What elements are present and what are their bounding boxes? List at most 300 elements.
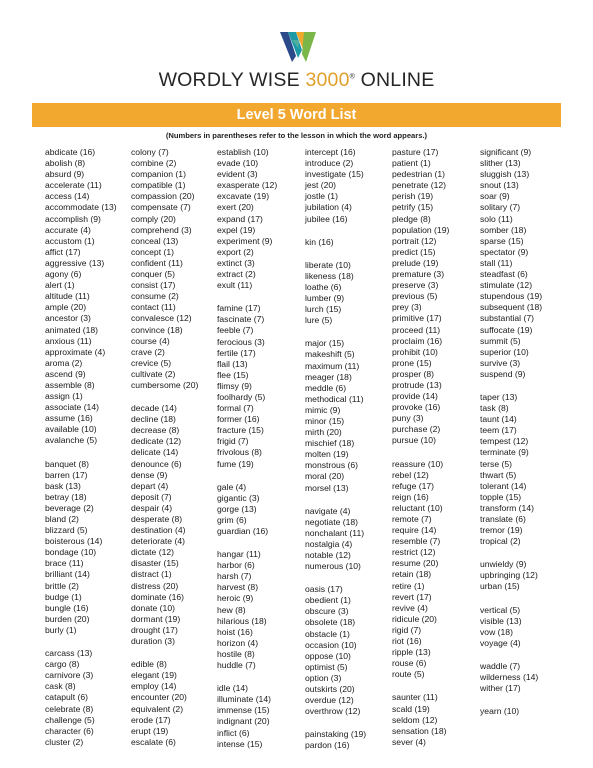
word-entry: mischief (18) bbox=[305, 438, 355, 449]
word-entry: ancestor (3) bbox=[45, 313, 91, 324]
word-entry: harbor (6) bbox=[217, 560, 255, 571]
word-entry: comply (20) bbox=[131, 213, 176, 224]
word-entry: monstrous (6) bbox=[305, 460, 359, 471]
word-entry: voyage (4) bbox=[480, 637, 521, 648]
word-entry: significant (9) bbox=[480, 147, 532, 157]
word-entry: duration (3) bbox=[131, 636, 175, 647]
word-entry: likeness (18) bbox=[305, 270, 354, 281]
word-entry: cultivate (2) bbox=[131, 368, 176, 379]
word-entry: consist (17) bbox=[131, 280, 176, 291]
word-entry: soar (9) bbox=[480, 191, 510, 202]
word-entry: ample (20) bbox=[45, 302, 87, 313]
word-entry: preserve (3) bbox=[392, 280, 439, 291]
word-entry: approximate (4) bbox=[45, 346, 106, 357]
word-entry: distress (20) bbox=[131, 580, 179, 591]
word-entry: penetrate (12) bbox=[392, 180, 446, 191]
word-entry: banquet (8) bbox=[45, 458, 89, 469]
word-entry: cargo (8) bbox=[45, 659, 80, 670]
word-entry: absurd (9) bbox=[45, 169, 85, 180]
word-entry: tempest (12) bbox=[480, 436, 529, 447]
word-entry: delicate (14) bbox=[131, 447, 179, 458]
word-entry: refuge (17) bbox=[392, 480, 435, 491]
word-entry: guardian (16) bbox=[217, 526, 269, 536]
word-entry: convalesce (12) bbox=[131, 313, 192, 324]
word-entry: famine (17) bbox=[217, 303, 261, 314]
word-entry: accommodate (13) bbox=[45, 202, 117, 213]
word-entry: decline (18) bbox=[131, 414, 176, 425]
word-entry: revert (17) bbox=[392, 591, 432, 602]
word-entry: employ (14) bbox=[131, 681, 177, 692]
word-entry: kin (16) bbox=[305, 236, 334, 247]
word-entry: altitude (11) bbox=[45, 291, 90, 302]
lesson-note: (Numbers in parentheses refer to the lesson in which the word appears.) bbox=[165, 131, 428, 140]
word-entry: intense (15) bbox=[217, 738, 263, 749]
word-entry: deteriorate (4) bbox=[131, 536, 185, 547]
word-entry: summit (5) bbox=[480, 335, 521, 346]
word-entry: prey (3) bbox=[392, 302, 422, 313]
word-entry: somber (18) bbox=[480, 224, 527, 235]
word-group bbox=[305, 338, 400, 493]
word-entry: accustom (1) bbox=[45, 235, 95, 246]
word-entry: carnivore (3) bbox=[45, 670, 94, 681]
word-entry: gale (4) bbox=[217, 481, 247, 492]
level-banner bbox=[32, 103, 561, 127]
word-entry: reluctant (10) bbox=[392, 502, 443, 513]
word-entry: avalanche (5) bbox=[45, 435, 98, 446]
word-entry: occasion (10) bbox=[305, 639, 357, 650]
word-entry: scald (19) bbox=[392, 703, 430, 714]
word-entry: nonchalant (11) bbox=[305, 527, 365, 538]
word-entry: harvest (8) bbox=[217, 582, 259, 593]
word-entry: obedient (1) bbox=[305, 595, 351, 606]
word-entry: inflict (6) bbox=[217, 727, 250, 738]
word-entry: convince (18) bbox=[131, 324, 183, 335]
word-entry: excavate (19) bbox=[217, 191, 270, 202]
word-entry: outskirts (20) bbox=[305, 684, 355, 695]
word-entry: tolerant (14) bbox=[480, 480, 527, 491]
word-entry: export (2) bbox=[217, 246, 254, 257]
word-entry: desperate (8) bbox=[131, 514, 183, 524]
word-entry: terminate (9) bbox=[480, 447, 529, 458]
word-entry: exert (20) bbox=[217, 202, 254, 213]
word-entry: mimic (9) bbox=[305, 404, 341, 415]
word-entry: puny (3) bbox=[392, 413, 424, 424]
word-group bbox=[480, 147, 575, 380]
word-entry: navigate (4) bbox=[305, 505, 351, 516]
word-entry: jubilee (16) bbox=[305, 213, 348, 224]
word-entry: population (19) bbox=[392, 224, 450, 235]
word-entry: remote (7) bbox=[392, 514, 432, 524]
word-entry: gigantic (3) bbox=[217, 492, 260, 503]
brand-wordmark bbox=[0, 69, 593, 92]
word-entry: access (14) bbox=[45, 191, 90, 202]
word-entry: huddle (7) bbox=[217, 660, 256, 671]
word-entry: aggressive (13) bbox=[45, 257, 105, 268]
word-entry: extinct (3) bbox=[217, 257, 255, 268]
word-entry: affict (17) bbox=[45, 246, 81, 257]
word-entry: beverage (2) bbox=[45, 502, 94, 513]
word-entry: option (3) bbox=[305, 672, 342, 683]
word-entry: rigid (7) bbox=[392, 624, 422, 635]
word-group bbox=[480, 706, 575, 717]
word-entry: translate (6) bbox=[480, 514, 526, 524]
word-entry: major (15) bbox=[305, 338, 345, 349]
word-entry: previous (5) bbox=[392, 291, 438, 302]
word-entry: require (14) bbox=[392, 525, 437, 536]
word-entry: illuminate (14) bbox=[217, 694, 271, 705]
word-entry: methodical (11) bbox=[305, 393, 364, 404]
word-entry: indignant (20) bbox=[217, 716, 270, 727]
word-entry: establish (10) bbox=[217, 147, 269, 157]
word-entry: bland (2) bbox=[45, 514, 79, 524]
word-group bbox=[480, 661, 575, 694]
word-entry: burden (20) bbox=[45, 613, 90, 624]
word-entry: distract (1) bbox=[131, 569, 172, 580]
word-entry: fascinate (7) bbox=[217, 314, 265, 325]
word-entry: flee (15) bbox=[217, 369, 249, 380]
word-entry: celebrate (8) bbox=[45, 703, 94, 714]
word-entry: erode (17) bbox=[131, 714, 171, 725]
word-group bbox=[217, 549, 312, 671]
word-entry: edible (8) bbox=[131, 659, 167, 670]
word-entry: assemble (8) bbox=[45, 379, 95, 390]
word-entry: exult (11) bbox=[217, 280, 253, 291]
word-entry: fracture (15) bbox=[217, 425, 264, 436]
word-entry: fume (19) bbox=[217, 458, 254, 469]
word-group bbox=[480, 605, 575, 649]
banner-title: Level 5 Word List bbox=[236, 107, 357, 123]
word-entry: pasture (17) bbox=[392, 147, 439, 157]
word-entry: overthrow (12) bbox=[305, 706, 361, 717]
brand-registered: ® bbox=[349, 73, 355, 81]
word-column-6 bbox=[480, 147, 575, 729]
word-entry: alert (1) bbox=[45, 280, 75, 291]
word-entry: ripple (13) bbox=[392, 647, 431, 658]
word-entry: boisterous (14) bbox=[45, 536, 103, 547]
word-entry: optimist (5) bbox=[305, 661, 348, 672]
word-entry: meddle (6) bbox=[305, 382, 347, 393]
word-entry: lurch (15) bbox=[305, 304, 342, 315]
word-entry: experiment (9) bbox=[217, 235, 273, 246]
brand-main: WORDLY WISE bbox=[158, 69, 306, 91]
word-entry: prelude (19) bbox=[392, 257, 439, 268]
word-entry: pursue (10) bbox=[392, 435, 436, 446]
word-entry: budge (1) bbox=[45, 591, 82, 602]
word-group bbox=[480, 392, 575, 547]
word-entry: retire (1) bbox=[392, 580, 425, 591]
word-entry: negotiate (18) bbox=[305, 516, 359, 527]
word-entry: makeshift (5) bbox=[305, 349, 355, 360]
word-group bbox=[392, 147, 487, 447]
word-entry: painstaking (19) bbox=[305, 729, 367, 740]
word-entry: concept (1) bbox=[131, 246, 174, 257]
word-entry: brace (11) bbox=[45, 558, 84, 569]
word-column-2 bbox=[131, 147, 226, 760]
word-entry: restrict (12) bbox=[392, 547, 436, 558]
word-entry: accurate (4) bbox=[45, 224, 91, 235]
word-entry: morsel (13) bbox=[305, 482, 349, 493]
word-entry: oppose (10) bbox=[305, 650, 351, 661]
word-entry: portrait (12) bbox=[392, 235, 437, 246]
word-entry: pardon (16) bbox=[305, 740, 350, 751]
word-group bbox=[305, 506, 400, 573]
word-entry: primitive (17) bbox=[392, 313, 442, 324]
word-entry: spectator (9) bbox=[480, 246, 529, 257]
word-entry: reign (16) bbox=[392, 491, 429, 502]
word-entry: fertile (17) bbox=[217, 347, 256, 358]
word-entry: visible (13) bbox=[480, 615, 522, 626]
word-group bbox=[217, 482, 312, 537]
word-entry: liberate (10) bbox=[305, 259, 351, 270]
word-entry: taper (13) bbox=[480, 391, 518, 402]
word-entry: consume (2) bbox=[131, 291, 179, 302]
word-entry: elegant (19) bbox=[131, 670, 177, 681]
word-group bbox=[131, 403, 226, 647]
word-entry: survive (3) bbox=[480, 357, 521, 368]
word-entry: maximum (11) bbox=[305, 360, 360, 371]
word-entry: jest (20) bbox=[305, 180, 337, 191]
word-entry: pledge (8) bbox=[392, 213, 431, 224]
word-entry: molten (19) bbox=[305, 449, 349, 460]
word-entry: perish (19) bbox=[392, 191, 434, 202]
word-entry: encounter (20) bbox=[131, 692, 187, 703]
word-entry: assume (16) bbox=[45, 413, 93, 424]
word-entry: revive (4) bbox=[392, 602, 428, 613]
word-entry: tropical (2) bbox=[480, 536, 521, 547]
word-entry: horizon (4) bbox=[217, 637, 259, 648]
word-entry: reassure (10) bbox=[392, 458, 444, 469]
word-entry: associate (14) bbox=[45, 402, 99, 413]
word-entry: waddle (7) bbox=[480, 660, 521, 671]
word-entry: mirth (20) bbox=[305, 427, 342, 438]
word-group bbox=[131, 659, 226, 748]
word-entry: disaster (15) bbox=[131, 558, 179, 569]
word-entry: harsh (7) bbox=[217, 571, 252, 582]
word-entry: stupendous (19) bbox=[480, 291, 543, 302]
word-entry: compatible (1) bbox=[131, 180, 186, 191]
word-entry: provide (14) bbox=[392, 391, 438, 402]
word-entry: resume (20) bbox=[392, 558, 439, 569]
word-entry: drought (17) bbox=[131, 624, 178, 635]
word-entry: cask (8) bbox=[45, 681, 76, 692]
word-entry: equivalent (2) bbox=[131, 703, 184, 714]
word-entry: bungle (16) bbox=[45, 602, 89, 613]
word-entry: evade (10) bbox=[217, 158, 259, 169]
word-entry: decade (14) bbox=[131, 403, 177, 414]
word-entry: flail (13) bbox=[217, 358, 248, 369]
word-entry: lure (5) bbox=[305, 315, 333, 326]
word-entry: loathe (6) bbox=[305, 281, 342, 292]
word-entry: sparse (15) bbox=[480, 235, 524, 246]
word-entry: tremor (19) bbox=[480, 525, 523, 536]
word-group bbox=[392, 692, 487, 747]
word-entry: dense (9) bbox=[131, 469, 168, 480]
word-entry: transform (14) bbox=[480, 502, 534, 513]
word-entry: minor (15) bbox=[305, 415, 345, 426]
word-column-5 bbox=[392, 147, 487, 760]
word-entry: obstacle (1) bbox=[305, 628, 350, 639]
word-entry: stall (11) bbox=[480, 257, 513, 268]
word-entry: teem (17) bbox=[480, 425, 517, 436]
word-entry: saunter (11) bbox=[392, 692, 438, 703]
word-entry: accomplish (9) bbox=[45, 213, 101, 224]
word-entry: heroic (9) bbox=[217, 593, 254, 604]
word-entry: brilliant (14) bbox=[45, 569, 90, 580]
word-column-3 bbox=[217, 147, 312, 762]
word-entry: assign (1) bbox=[45, 391, 83, 402]
word-entry: thwart (5) bbox=[480, 469, 517, 480]
word-group bbox=[45, 147, 140, 447]
word-entry: solo (11) bbox=[480, 213, 513, 224]
word-entry: bask (13) bbox=[45, 480, 81, 491]
word-entry: exasperate (12) bbox=[217, 180, 278, 191]
word-entry: extract (2) bbox=[217, 269, 256, 280]
word-entry: erupt (19) bbox=[131, 725, 169, 736]
word-entry: course (4) bbox=[131, 335, 170, 346]
word-group bbox=[217, 303, 312, 469]
word-entry: hilarious (18) bbox=[217, 615, 267, 626]
word-entry: available (10) bbox=[45, 424, 97, 435]
word-entry: retain (18) bbox=[392, 569, 432, 580]
word-column-4 bbox=[305, 147, 400, 764]
word-entry: sensation (18) bbox=[392, 725, 447, 736]
word-entry: upbringing (12) bbox=[480, 570, 538, 581]
word-entry: provoke (16) bbox=[392, 402, 441, 413]
word-entry: denounce (6) bbox=[131, 458, 182, 469]
word-entry: proclaim (16) bbox=[392, 335, 443, 346]
word-entry: compensate (7) bbox=[131, 202, 191, 213]
word-group bbox=[305, 237, 400, 248]
word-entry: catapult (6) bbox=[45, 692, 88, 703]
word-entry: cumbersome (20) bbox=[131, 379, 199, 390]
word-entry: prone (15) bbox=[392, 357, 432, 368]
word-entry: proceed (11) bbox=[392, 324, 441, 335]
word-entry: investigate (15) bbox=[305, 169, 364, 180]
word-entry: rebel (12) bbox=[392, 469, 429, 480]
word-entry: barren (17) bbox=[45, 469, 88, 480]
word-entry: conquer (5) bbox=[131, 269, 175, 280]
word-entry: grim (6) bbox=[217, 514, 247, 525]
word-entry: destination (4) bbox=[131, 525, 186, 536]
word-entry: wither (17) bbox=[480, 683, 521, 694]
word-entry: dormant (19) bbox=[131, 613, 181, 624]
word-entry: meager (18) bbox=[305, 371, 352, 382]
word-entry: animated (18) bbox=[45, 324, 99, 335]
word-entry: despair (4) bbox=[131, 502, 173, 513]
word-entry: crevice (5) bbox=[131, 357, 172, 368]
word-entry: moral (20) bbox=[305, 471, 345, 482]
word-entry: depart (4) bbox=[131, 480, 169, 491]
word-group bbox=[305, 584, 400, 717]
word-entry: steadfast (6) bbox=[480, 269, 528, 280]
word-entry: topple (15) bbox=[480, 491, 522, 502]
word-entry: jubilation (4) bbox=[305, 202, 352, 213]
word-entry: suspend (9) bbox=[480, 368, 526, 379]
word-entry: flimsy (9) bbox=[217, 380, 252, 391]
word-entry: jostle (1) bbox=[305, 191, 338, 202]
word-entry: nostalgia (4) bbox=[305, 538, 353, 549]
word-entry: ferocious (3) bbox=[217, 336, 265, 347]
word-entry: conceal (13) bbox=[131, 235, 179, 246]
word-entry: resemble (7) bbox=[392, 536, 441, 547]
word-entry: gorge (13) bbox=[217, 503, 257, 514]
word-entry: superior (10) bbox=[480, 346, 529, 357]
word-entry: vertical (5) bbox=[480, 604, 521, 615]
word-entry: dedicate (12) bbox=[131, 436, 182, 447]
word-entry: hostile (8) bbox=[217, 648, 255, 659]
word-entry: pedestrian (1) bbox=[392, 169, 446, 180]
word-entry: betray (18) bbox=[45, 491, 87, 502]
word-entry: formal (7) bbox=[217, 403, 254, 414]
word-entry: brittle (2) bbox=[45, 580, 79, 591]
word-entry: blizzard (5) bbox=[45, 525, 88, 536]
word-entry: dictate (12) bbox=[131, 547, 174, 558]
word-group bbox=[305, 729, 400, 751]
word-entry: protrude (13) bbox=[392, 379, 442, 390]
wordly-wise-logo bbox=[278, 30, 318, 64]
word-group bbox=[392, 459, 487, 681]
word-entry: contact (11) bbox=[131, 302, 176, 313]
word-entry: sluggish (13) bbox=[480, 169, 530, 180]
word-entry: seldom (12) bbox=[392, 714, 438, 725]
word-entry: abolish (8) bbox=[45, 158, 86, 169]
word-entry: yearn (10) bbox=[480, 706, 520, 717]
word-entry: ascend (9) bbox=[45, 368, 86, 379]
word-entry: feeble (7) bbox=[217, 325, 254, 336]
word-entry: subsequent (18) bbox=[480, 302, 543, 313]
word-entry: combine (2) bbox=[131, 158, 177, 169]
word-entry: numerous (10) bbox=[305, 561, 361, 572]
word-entry: overdue (12) bbox=[305, 695, 354, 706]
word-entry: rouse (6) bbox=[392, 658, 427, 669]
word-entry: obscure (3) bbox=[305, 606, 349, 617]
brand-number: 3000 bbox=[305, 69, 350, 91]
word-entry: frigid (7) bbox=[217, 436, 249, 447]
word-entry: prohibit (10) bbox=[392, 346, 438, 357]
word-entry: colony (7) bbox=[131, 147, 169, 157]
word-entry: hangar (11) bbox=[217, 549, 261, 560]
word-entry: former (16) bbox=[217, 414, 260, 425]
word-entry: idle (14) bbox=[217, 683, 249, 694]
word-entry: escalate (6) bbox=[131, 736, 176, 747]
word-entry: suffocate (19) bbox=[480, 324, 533, 335]
word-entry: ridicule (20) bbox=[392, 613, 437, 624]
word-entry: vow (18) bbox=[480, 626, 513, 637]
word-entry: task (8) bbox=[480, 403, 509, 414]
word-entry: agony (6) bbox=[45, 269, 82, 280]
word-entry: route (5) bbox=[392, 669, 425, 680]
word-entry: bondage (10) bbox=[45, 547, 97, 558]
word-entry: purchase (2) bbox=[392, 424, 441, 435]
word-entry: cluster (2) bbox=[45, 736, 84, 747]
word-entry: prosper (8) bbox=[392, 368, 435, 379]
word-entry: wilderness (14) bbox=[480, 672, 539, 683]
word-entry: oasis (17) bbox=[305, 584, 343, 595]
word-column-1 bbox=[45, 147, 140, 760]
word-entry: burly (1) bbox=[45, 624, 77, 635]
word-entry: decrease (8) bbox=[131, 425, 180, 436]
word-entry: confident (11) bbox=[131, 257, 183, 268]
word-entry: patient (1) bbox=[392, 158, 431, 169]
word-entry: solitary (7) bbox=[480, 202, 521, 213]
word-entry: lumber (9) bbox=[305, 293, 345, 304]
word-entry: unwieldy (9) bbox=[480, 559, 527, 570]
word-group bbox=[131, 147, 226, 391]
word-entry: expel (19) bbox=[217, 224, 256, 235]
word-entry: anxious (11) bbox=[45, 335, 92, 346]
word-entry: substantial (7) bbox=[480, 313, 534, 324]
word-entry: hew (8) bbox=[217, 604, 246, 615]
